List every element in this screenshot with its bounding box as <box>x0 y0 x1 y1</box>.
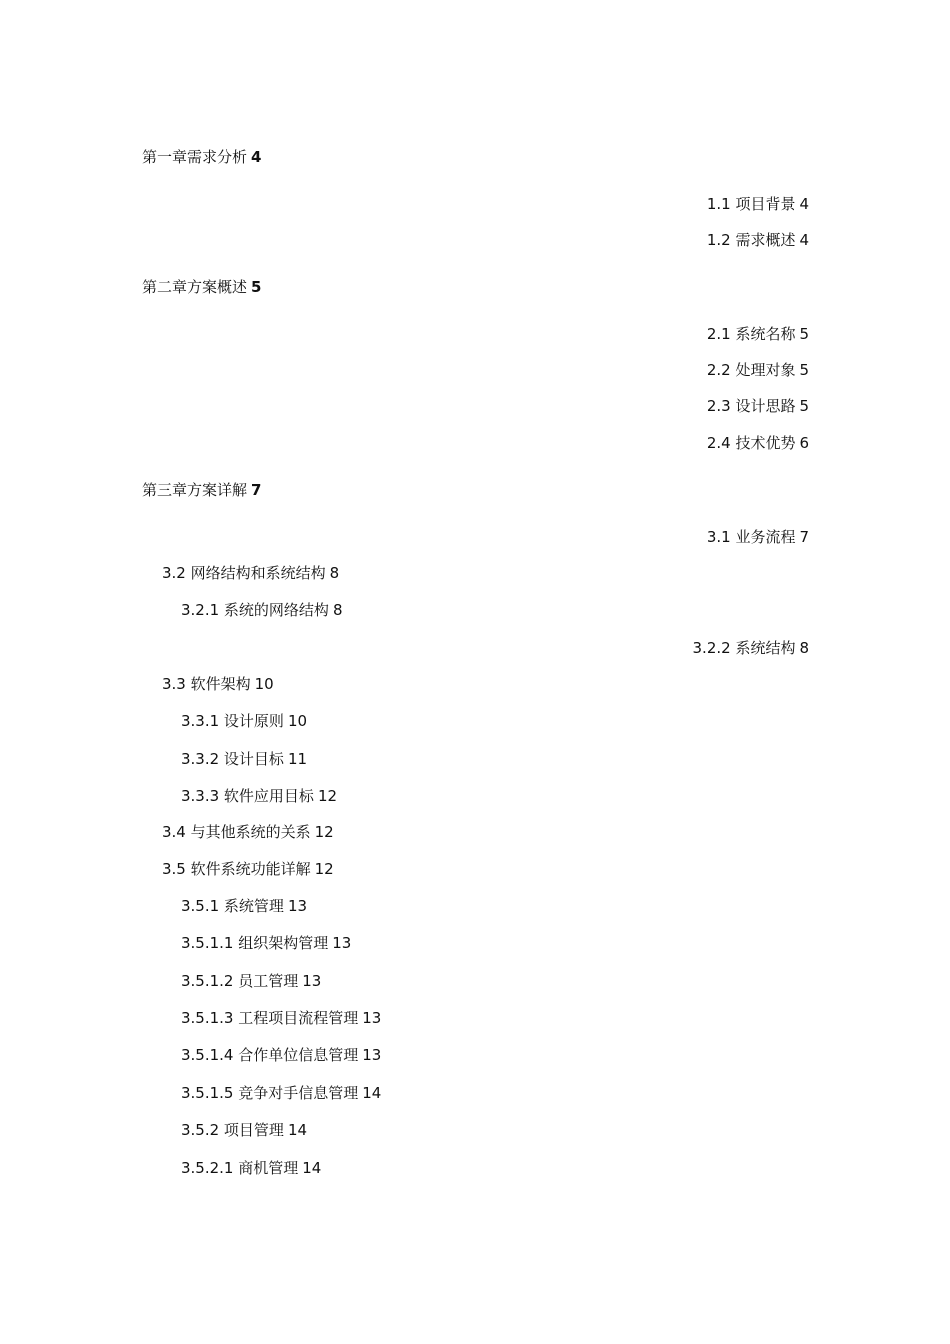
toc-entry[interactable] <box>142 480 261 500</box>
toc-entry-title: 3.3.2 设计目标 <box>181 750 284 768</box>
toc-entry-title: 3.5.1.3 工程项目流程管理 <box>181 1009 359 1027</box>
toc-entry[interactable] <box>181 1158 321 1178</box>
toc-entry[interactable] <box>181 786 337 806</box>
toc-entry[interactable] <box>707 324 809 344</box>
toc-entry-page: 14 <box>362 1084 382 1102</box>
toc-entry-page: 14 <box>302 1159 322 1177</box>
toc-entry-title: 3.5.1.1 组织架构管理 <box>181 934 329 952</box>
toc-entry-title: 第二章方案概述 <box>142 278 248 296</box>
toc-entry[interactable] <box>181 749 307 769</box>
toc-entry[interactable] <box>181 1120 307 1140</box>
toc-entry-title: 2.3 设计思路 <box>706 397 796 415</box>
toc-entry-page: 12 <box>314 823 334 841</box>
toc-entry-title: 3.5.1.5 竞争对手信息管理 <box>181 1084 359 1102</box>
toc-entry-title: 2.4 技术优势 <box>706 434 796 452</box>
toc-entry-page: 13 <box>332 934 352 952</box>
toc-entry-title: 3.3.1 设计原则 <box>181 712 284 730</box>
toc-entry-page: 12 <box>317 787 338 805</box>
toc-entry-page: 7 <box>251 481 262 499</box>
toc-entry-page: 4 <box>251 148 262 166</box>
toc-entry-title: 3.1 业务流程 <box>706 528 796 546</box>
toc-entry-page: 8 <box>799 639 809 657</box>
toc-entry-page: 13 <box>362 1046 382 1064</box>
toc-entry-page: 12 <box>314 860 334 878</box>
toc-entry-page: 5 <box>799 325 809 343</box>
toc-entry[interactable] <box>707 360 809 380</box>
toc-entry-page: 6 <box>799 434 809 452</box>
toc-entry-title: 3.2.2 系统结构 <box>692 639 796 657</box>
toc-entry-title: 1.1 项目背景 <box>706 195 796 213</box>
toc-entry-title: 3.3 软件架构 <box>162 675 251 693</box>
toc-entry[interactable] <box>181 1045 381 1065</box>
toc-entry[interactable] <box>181 896 307 916</box>
toc-entry-page: 7 <box>799 528 809 546</box>
toc-entry-title: 3.5.2.1 商机管理 <box>181 1159 299 1177</box>
toc-entry-page: 14 <box>287 1121 308 1139</box>
toc-entry-title: 3.5.1 系统管理 <box>181 897 284 915</box>
toc-entry[interactable] <box>181 600 342 620</box>
toc-entry-page: 10 <box>254 675 274 693</box>
toc-entry-title: 3.5.2 项目管理 <box>181 1121 284 1139</box>
toc-entry-title: 3.2.1 系统的网络结构 <box>181 601 329 619</box>
toc-entry-page: 13 <box>302 972 322 990</box>
toc-entry-title: 3.5 软件系统功能详解 <box>162 860 311 878</box>
toc-entry-page: 4 <box>799 231 809 249</box>
toc-entry-title: 3.4 与其他系统的关系 <box>162 823 311 841</box>
toc-entry[interactable] <box>162 859 334 879</box>
toc-entry[interactable] <box>693 638 809 658</box>
toc-entry-page: 10 <box>287 712 308 730</box>
toc-entry[interactable] <box>162 674 274 694</box>
toc-entry-page: 8 <box>329 564 340 582</box>
toc-entry-title: 第三章方案详解 <box>142 481 248 499</box>
toc-entry[interactable] <box>142 147 261 167</box>
toc-entry-page: 13 <box>362 1009 382 1027</box>
toc-entry-page: 5 <box>799 397 809 415</box>
toc-entry[interactable] <box>707 230 809 250</box>
toc-entry[interactable] <box>181 933 351 953</box>
toc-entry-page: 5 <box>251 278 262 296</box>
toc-entry[interactable] <box>707 194 809 214</box>
toc-entry-page: 8 <box>332 601 343 619</box>
toc-entry[interactable] <box>181 971 321 991</box>
toc-entry[interactable] <box>181 711 307 731</box>
toc-entry[interactable] <box>707 433 809 453</box>
toc-entry-title: 第一章需求分析 <box>142 148 248 166</box>
toc-entry-page: 4 <box>799 195 809 213</box>
toc-entry-title: 3.2 网络结构和系统结构 <box>162 564 326 582</box>
toc-entry-title: 3.3.3 软件应用目标 <box>181 787 314 805</box>
toc-entry-page: 11 <box>287 750 308 768</box>
toc-entry-title: 1.2 需求概述 <box>706 231 796 249</box>
toc-entry-title: 3.5.1.2 员工管理 <box>181 972 299 990</box>
toc-entry[interactable] <box>181 1083 381 1103</box>
toc-entry-page: 13 <box>287 897 308 915</box>
toc-entry-title: 3.5.1.4 合作单位信息管理 <box>181 1046 359 1064</box>
toc-entry[interactable] <box>162 563 339 583</box>
toc-entry[interactable] <box>181 1008 381 1028</box>
toc-entry-title: 2.2 处理对象 <box>706 361 796 379</box>
toc-entry[interactable] <box>707 396 809 416</box>
toc-entry-page: 5 <box>799 361 809 379</box>
toc-entry[interactable] <box>142 277 261 297</box>
toc-entry[interactable] <box>707 527 809 547</box>
toc-entry[interactable] <box>162 822 334 842</box>
toc-entry-title: 2.1 系统名称 <box>706 325 796 343</box>
